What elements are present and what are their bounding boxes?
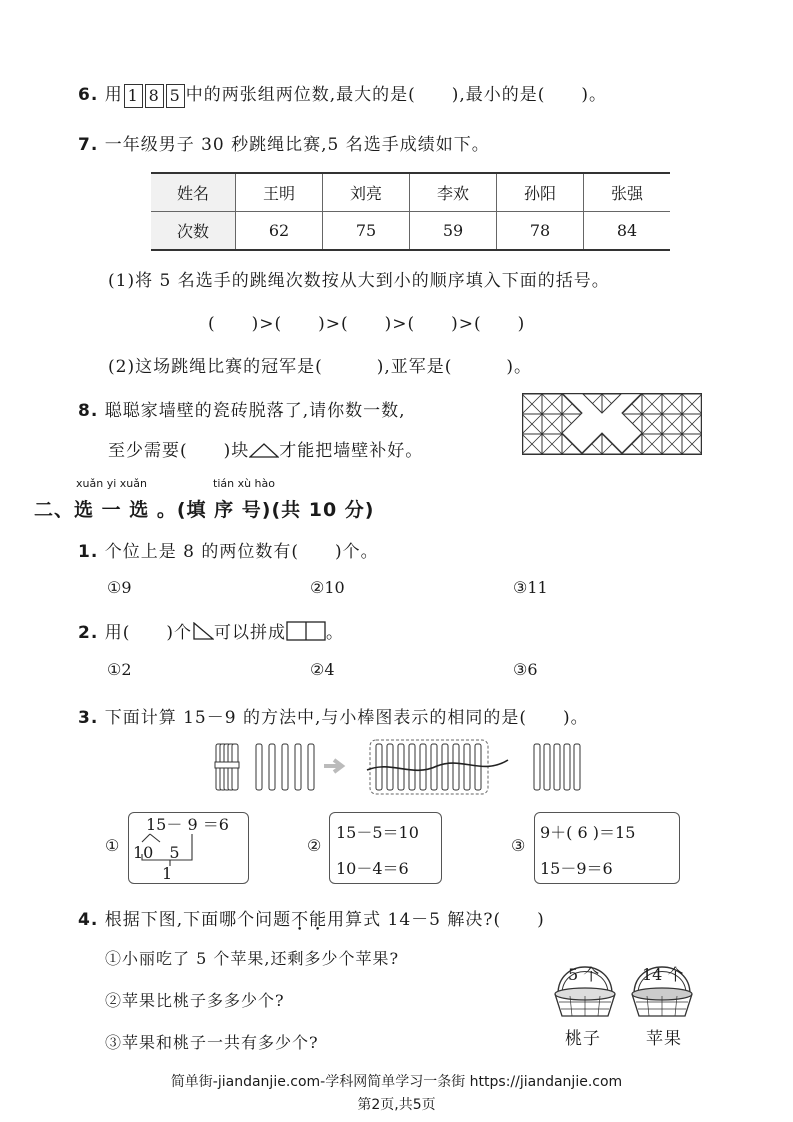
choice-3: 3. 下面计算 15－9 的方法中,与小棒图表示的相同的是( )。	[78, 708, 589, 728]
rectangle-shape-icon	[286, 621, 326, 641]
question-number: 6.	[78, 85, 99, 105]
pinyin-tian: tián xù hào	[213, 477, 275, 490]
option-3-label[interactable]: ③	[511, 836, 526, 855]
peach-count: 5 个	[568, 965, 600, 984]
arrow-icon	[324, 760, 342, 772]
q7-sub1-blanks[interactable]: ( )>( )>( )>( )>( )	[208, 314, 526, 334]
question-7: 7. 一年级男子 30 秒跳绳比赛,5 名选手成绩如下。	[78, 135, 490, 155]
option-1[interactable]: ①2	[107, 660, 132, 679]
option-1-split: 10 5	[133, 843, 180, 862]
table-row: 次数 62 75 59 78 84	[151, 212, 670, 251]
split-lines	[130, 832, 210, 868]
option-3[interactable]: ③11	[513, 578, 548, 597]
apple-count: 14 个	[642, 965, 684, 984]
digit-card: 5	[166, 84, 185, 108]
q7-sub2: (2)这场跳绳比赛的冠军是( ),亚军是( )。	[108, 357, 533, 377]
option-3[interactable]: ③苹果和桃子一共有多少个?	[105, 1033, 319, 1052]
q8-line2: 至少需要( )块 才能把墙壁补好。	[108, 441, 424, 461]
digit-card: 1	[124, 84, 143, 108]
section-title: 二、选 一 选 。(填 序 号)(共 10 分)	[34, 499, 375, 521]
option-1[interactable]: ①9	[107, 578, 132, 597]
footer-site: 简单街-jiandanjie.com-学科网简单学习一条街 https://jiandanjie.com	[170, 1074, 623, 1090]
choice-2: 2. 用( )个 可以拼成 。	[78, 623, 344, 643]
question-8: 8. 聪聪家墙壁的瓷砖脱落了,请你数一数,	[78, 401, 406, 421]
option-2-eq1: 15－5＝10	[336, 823, 419, 842]
option-1[interactable]: ①小丽吃了 5 个苹果,还剩多少个苹果?	[105, 949, 400, 968]
option-1-equation: 15－ 9 ＝6	[146, 815, 229, 834]
option-1-bottom: 1	[162, 864, 173, 883]
option-2[interactable]: ②4	[310, 660, 335, 679]
fruit-baskets	[550, 950, 700, 1022]
score-table	[151, 172, 670, 251]
table-row: 姓名 王明 刘亮 李欢 孙阳 张强	[151, 173, 670, 212]
right-triangle-icon	[192, 622, 214, 640]
peach-label: 桃子	[565, 1029, 601, 1049]
pinyin-xuan: xuǎn yi xuǎn	[76, 477, 147, 490]
option-2-label[interactable]: ②	[307, 836, 322, 855]
option-1-label[interactable]: ①	[105, 836, 120, 855]
triangle-tile-icon	[249, 442, 279, 458]
tile-wall-diagram	[522, 393, 702, 455]
option-3-eq2: 15－9＝6	[540, 859, 613, 878]
option-3-eq1: 9＋( 6 )＝15	[540, 823, 636, 842]
digit-card: 8	[145, 84, 164, 108]
choice-4: 4. 根据下图,下面哪个问题不能用算式 14－5 解决?( )	[78, 910, 545, 930]
question-6: 6. 用 1 8 5 中的两张组两位数,最大的是( ),最小的是( )。	[78, 80, 607, 108]
choice-1: 1. 个位上是 8 的两位数有( )个。	[78, 542, 379, 562]
apple-label: 苹果	[646, 1029, 682, 1049]
option-2[interactable]: ②苹果比桃子多多少个?	[105, 991, 285, 1010]
stick-diagram	[212, 736, 582, 802]
page-number: 第2页,共5页	[357, 1097, 436, 1113]
option-2-eq2: 10－4＝6	[336, 859, 409, 878]
option-3[interactable]: ③6	[513, 660, 538, 679]
option-2[interactable]: ②10	[310, 578, 345, 597]
q7-sub1: (1)将 5 名选手的跳绳次数按从大到小的顺序填入下面的括号。	[108, 271, 610, 291]
